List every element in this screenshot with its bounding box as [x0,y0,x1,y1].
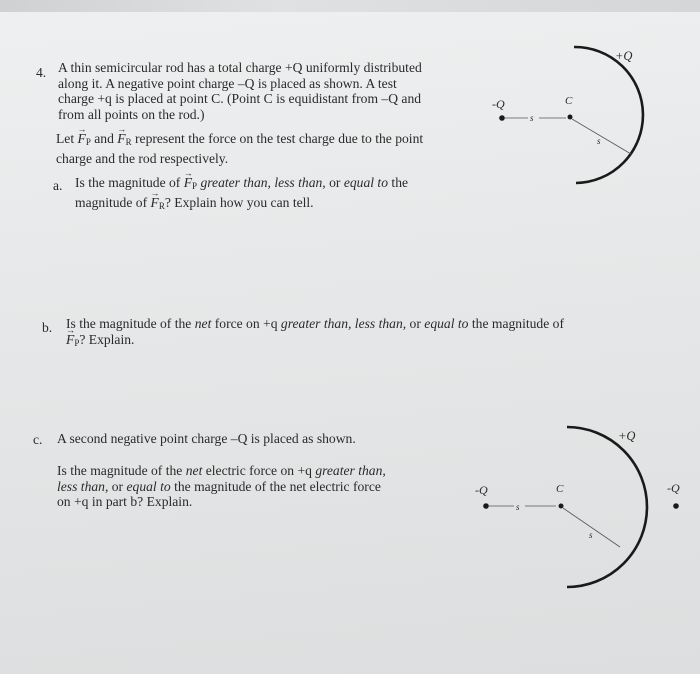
point-c-dot [568,115,573,120]
radius-label: s [597,136,601,146]
negative-point-charge [499,115,505,121]
force-definition-line-1: Let → $F_P$ and → $F_R$ represent the force on the test charge due to the point [56,131,423,151]
negative-point-charge-right [673,503,679,509]
negative-charge-label: -Q [667,481,680,495]
vector-fr: → F [151,195,159,211]
intro-line: from all points on the rod.) [58,106,205,122]
question-number: 4. [36,65,47,80]
rod-charge-label: +Q [615,49,633,63]
point-c-label: C [556,483,564,495]
intro-line: along it. A negative point charge –Q is placed as shown. A test [58,75,397,91]
distance-label: s [516,502,520,512]
part-c-label: c. [33,432,43,447]
force-definition-line-2: charge and the rod respectively. [56,150,229,166]
rod-charge-label: +Q [618,429,636,443]
point-c-label: C [565,95,573,107]
intro-line: A thin semicircular rod has a total charge +Q uniformly distributed [58,60,422,75]
diagram-1 [492,47,643,183]
vector-fp: → F [78,131,86,147]
part-b-question: Is the magnitude of the net force on +q greater than, less than, or equal to the magnitude of → $F_P$? Explain. [66,316,564,351]
negative-charge-label: -Q [492,97,505,111]
radius-line [572,119,631,154]
vector-fr: → F [117,131,125,147]
point-c-dot [559,504,564,509]
part-b-label: b. [42,320,53,335]
part-c-statement: A second negative point charge –Q is placed as shown. [57,431,356,446]
negative-point-charge-left [483,503,489,509]
vector-fp: → F [184,175,192,191]
radius-line [563,508,620,547]
negative-charge-label: -Q [475,483,488,497]
semicircular-rod [574,47,643,183]
vector-fp: → F [66,332,74,348]
diagram-2 [475,427,680,587]
distance-label: s [530,113,534,123]
part-a-label: a. [53,178,63,193]
semicircular-rod [567,427,647,587]
radius-label: s [589,530,593,540]
part-a-question: Is the magnitude of → $F_P$ greater than, less than, or equal to the magnitude of → $F_R$? Explain how you can tell. [75,175,408,214]
intro-line: charge +q is placed at point C. (Point C is equidistant from –Q and [58,91,422,106]
part-c-question: Is the magnitude of the net electric force on +q greater than, less than, or equal to the magnitude of the net electric force on +q in part b? Explain. [57,463,386,509]
